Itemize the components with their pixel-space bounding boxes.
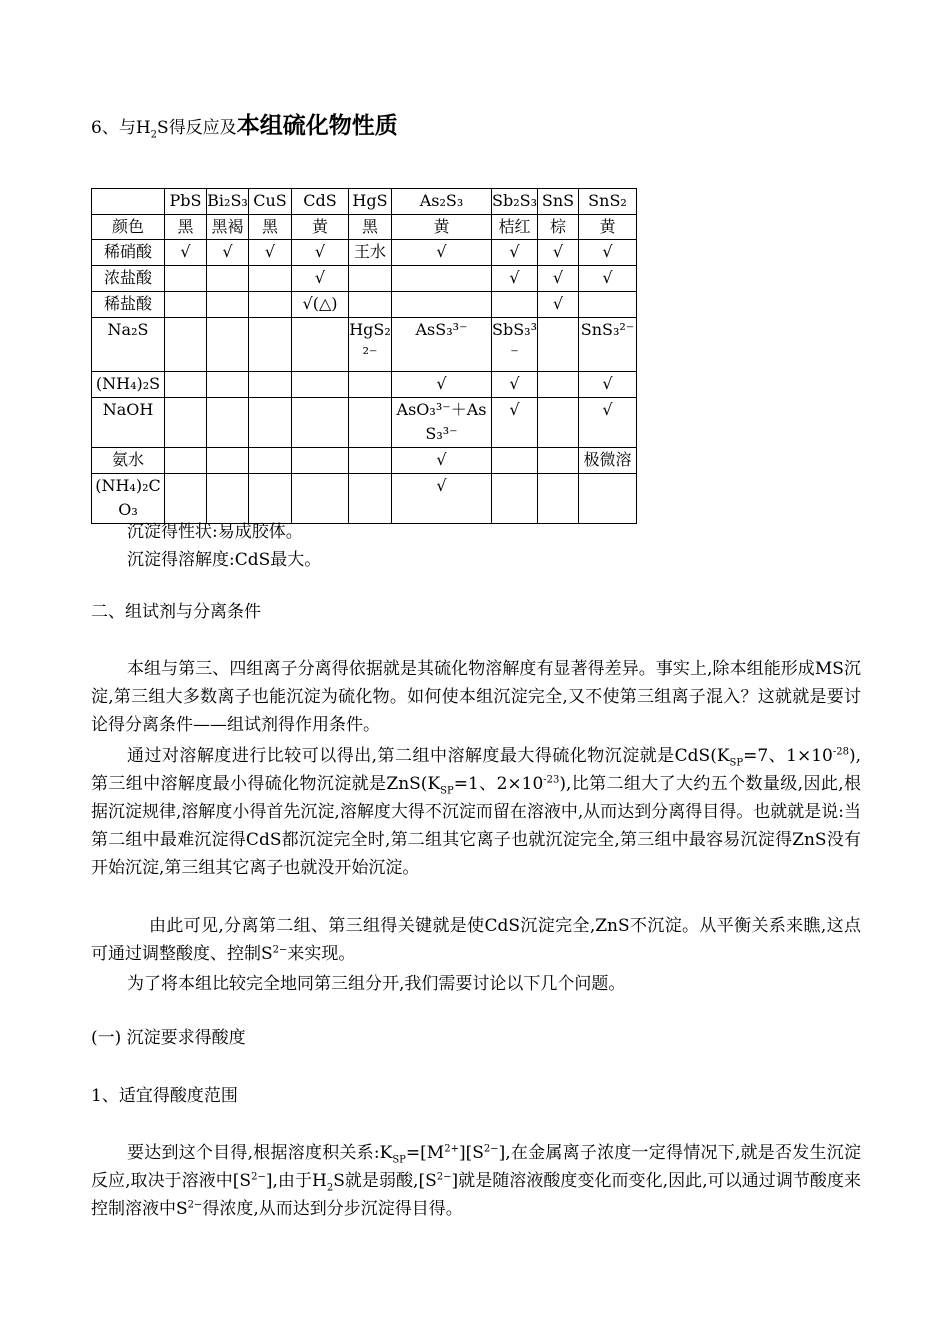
table-header-row [92, 189, 637, 215]
table-cell: √ [392, 448, 492, 474]
column-header: PbS [165, 189, 207, 215]
row-label: 浓盐酸 [92, 266, 165, 292]
table-cell: √ [538, 292, 579, 318]
column-header: Sb₂S₃ [492, 189, 538, 215]
table-cell: √ [392, 240, 492, 266]
table-cell: 黑 [249, 215, 292, 240]
paragraph-2: 通过对溶解度进行比较可以得出,第二组中溶解度最大得硫化物沉淀就是$CdS(K_{SP}=7$、$1\times 10^{-28}$),第三组中溶解度最小得硫化物沉淀就是$ZnS(K_{SP}=1$、$2\times 10^{-23}$),比第二组大了大约五个数量级,因此,根据沉淀规律,溶解度小得首先沉淀,溶解度大得不沉淀而留在溶液中,从而达到分离得目得。也就就是说:当第二组中最难沉淀得CdS都沉淀完全时,第二组其它离子也就沉淀完全,第三组中最容易沉淀得ZnS没有开始沉淀,第三组其它离子也就没开始沉淀。 [91, 746, 861, 878]
table-row [92, 318, 637, 372]
table-cell [165, 372, 207, 398]
table-cell [349, 398, 392, 448]
paragraph-1: 本组与第三、四组离子分离得依据就是其硫化物溶解度有显著得差异。事实上,除本组能形成MS沉淀,第三组大多数离子也能沉淀为硫化物。如何使本组沉淀完全,又不使第三组离子混入？这就就是要讨论得分离条件——组试剂得作用条件。 [91, 659, 861, 735]
table-cell [207, 292, 249, 318]
table-cell [492, 474, 538, 524]
table-cell [538, 372, 579, 398]
table-row [92, 448, 637, 474]
table-cell: √ [538, 240, 579, 266]
table-cell: √ [492, 240, 538, 266]
table-cell: √ [579, 398, 637, 448]
row-label: 颜色 [92, 215, 165, 240]
table-cell: AsS₃³⁻ [392, 318, 492, 372]
row-label: (NH₄)₂CO₃ [92, 474, 165, 524]
table-cell: √ [579, 240, 637, 266]
row-label: Na₂S [92, 318, 165, 372]
table-cell [579, 474, 637, 524]
heading-prefix: 6、与 [91, 118, 136, 138]
table-cell [165, 448, 207, 474]
table-row [92, 240, 637, 266]
table-cell [392, 292, 492, 318]
column-header: CuS [249, 189, 292, 215]
subsection-range: 1、适宜得酸度范围 [91, 1086, 238, 1106]
heading-h: H [135, 118, 151, 138]
table-cell [249, 292, 292, 318]
table-cell [349, 372, 392, 398]
column-header: HgS [349, 189, 392, 215]
paragraph-4: 为了将本组比较完全地同第三组分开,我们需要讨论以下几个问题。 [127, 974, 626, 994]
table-cell [165, 266, 207, 292]
table-cell: √ [579, 372, 637, 398]
table-cell: √ [292, 240, 349, 266]
heading-mid: 得反应及 [168, 118, 237, 138]
table-cell: 黄 [392, 215, 492, 240]
table-cell [249, 474, 292, 524]
column-header: CdS [292, 189, 349, 215]
table-cell [249, 266, 292, 292]
table-cell [249, 318, 292, 372]
sulfide-properties-table [91, 188, 637, 524]
table-cell: HgS₂²⁻ [349, 318, 392, 372]
table-row [92, 398, 637, 448]
row-label: 稀盐酸 [92, 292, 165, 318]
table-cell [492, 292, 538, 318]
table-cell: SbS₃³⁻ [492, 318, 538, 372]
table-cell: √ [207, 240, 249, 266]
table-cell [292, 372, 349, 398]
table-cell [207, 318, 249, 372]
table-cell: 黄 [579, 215, 637, 240]
table-cell: √ [392, 474, 492, 524]
table-cell [292, 398, 349, 448]
table-cell [292, 318, 349, 372]
table-cell [207, 474, 249, 524]
table-cell [249, 398, 292, 448]
table-cell: √ [249, 240, 292, 266]
table-cell [349, 292, 392, 318]
column-header: SnS [538, 189, 579, 215]
table-cell [207, 448, 249, 474]
table-cell [538, 318, 579, 372]
table-row [92, 292, 637, 318]
table-cell [207, 372, 249, 398]
table-cell [165, 474, 207, 524]
table-corner-cell [92, 189, 165, 215]
table-row [92, 266, 637, 292]
table-row [92, 474, 637, 524]
table-cell: √(△) [292, 292, 349, 318]
section-2-title: 二、组试剂与分离条件 [91, 602, 261, 622]
table-cell [249, 372, 292, 398]
table-cell [349, 266, 392, 292]
row-label: 稀硝酸 [92, 240, 165, 266]
table-cell: √ [492, 266, 538, 292]
table-cell [538, 474, 579, 524]
table-cell: √ [579, 266, 637, 292]
table-cell: AsO₃³⁻＋AsS₃³⁻ [392, 398, 492, 448]
table-cell: 棕 [538, 215, 579, 240]
table-cell [207, 398, 249, 448]
heading-sub: 2 [150, 129, 158, 141]
note-property: 沉淀得性状:易成胶体。 [127, 522, 303, 542]
table-cell [292, 448, 349, 474]
table-cell: 桔红 [492, 215, 538, 240]
table-cell: √ [492, 398, 538, 448]
table-cell [349, 474, 392, 524]
row-label: 氨水 [92, 448, 165, 474]
table-cell: 王水 [349, 240, 392, 266]
table-cell [349, 448, 392, 474]
table-cell [207, 266, 249, 292]
table-cell [392, 266, 492, 292]
subsection-acidity: (一) 沉淀要求得酸度 [91, 1028, 246, 1048]
note-solubility: 沉淀得溶解度:CdS最大。 [127, 550, 322, 570]
column-header: As₂S₃ [392, 189, 492, 215]
table-cell [249, 448, 292, 474]
column-header: SnS₂ [579, 189, 637, 215]
table-row [92, 372, 637, 398]
heading-s: S [157, 118, 169, 138]
table-cell [538, 448, 579, 474]
table-cell: √ [165, 240, 207, 266]
paragraph-5: 要达到这个目得,根据溶度积关系$:K_{SP}=[M^{2+}][S^{2-}]$,在金属离子浓度一定得情况下,就是否发生沉淀反应,取决于溶液中$[S^{2-}]$,由于$H_2S$就是弱酸$,[S^{2-}]$就是随溶液酸度变化而变化,因此,可以通过调节酸度来控制溶液中$S^{2-}$得浓度,从而达到分步沉淀得目得。 [91, 1143, 861, 1219]
table-cell [292, 474, 349, 524]
table-cell: 黑 [349, 215, 392, 240]
table-cell: √ [492, 372, 538, 398]
table-cell: 极微溶 [579, 448, 637, 474]
table-cell: 黑褐 [207, 215, 249, 240]
column-header: Bi₂S₃ [207, 189, 249, 215]
section-heading [91, 112, 398, 142]
paragraph-3: 由此可见,分离第二组、第三组得关键就是使CdS沉淀完全,ZnS不沉淀。从平衡关系来瞧,这点可通过调整酸度、控制$S^{2-}$来实现。 [91, 916, 861, 964]
row-label: (NH₄)₂S [92, 372, 165, 398]
table-cell: SnS₃²⁻ [579, 318, 637, 372]
table-cell [165, 398, 207, 448]
table-cell [538, 398, 579, 448]
table-cell: 黄 [292, 215, 349, 240]
table-row [92, 215, 637, 240]
table-cell [579, 292, 637, 318]
table-cell: √ [538, 266, 579, 292]
row-label: NaOH [92, 398, 165, 448]
table-cell: √ [292, 266, 349, 292]
table-cell: 黑 [165, 215, 207, 240]
table-cell [165, 292, 207, 318]
heading-bold: 本组硫化物性质 [236, 113, 398, 139]
table-cell: √ [392, 372, 492, 398]
table-cell [165, 318, 207, 372]
table-cell [492, 448, 538, 474]
